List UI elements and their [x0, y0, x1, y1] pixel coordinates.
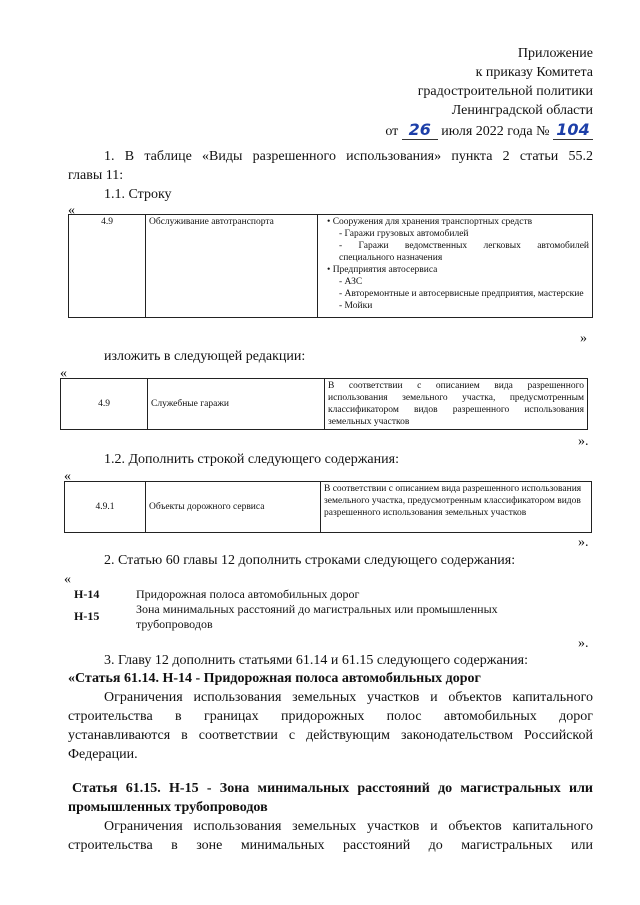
header-line: к приказу Комитета [475, 65, 593, 80]
date-rest: июля 2022 года № [441, 124, 550, 139]
item-1-line2: главы 11: [68, 168, 124, 183]
quote-close: ». [578, 636, 589, 651]
handwritten-order-number: 104 [553, 120, 593, 140]
item-1-2: 1.2. Дополнить строкой следующего содержания: [104, 452, 399, 467]
zone-code: Н-14 [74, 587, 100, 601]
name-cell: Обслуживание автотранспорта [146, 215, 318, 318]
header-line: Приложение [517, 46, 593, 61]
code-cell: 4.9.1 [65, 482, 146, 533]
article-text-line: Ограничения использования земельных участков и объектов капитального [104, 819, 593, 834]
date-prefix: от [385, 124, 399, 139]
table-added-row [64, 481, 592, 533]
zone-name: Придорожная полоса автомобильных дорог [136, 587, 360, 601]
zone-code: Н-15 [74, 609, 100, 623]
handwritten-day: 26 [402, 120, 438, 140]
replace-text: изложить в следующей редакции: [104, 349, 306, 364]
article-text-line: устанавливаются в соответствии с действующим законодательством Российской [68, 728, 593, 743]
attachment-header [385, 44, 593, 141]
code-cell: 4.9 [61, 379, 148, 430]
article-61-14-title: «Статья 61.14. Н-14 - Придорожная полоса автомобильных дорог [68, 671, 481, 686]
article-text-line: строительства в границах придорожных полос автомобильных дорог [68, 709, 593, 724]
list-item: - Авторемонтные и автосервисные предприятия, мастерские [339, 289, 584, 299]
table-old-row [68, 214, 593, 318]
quote-open: « [64, 469, 71, 484]
header-line: Ленинградской области [451, 103, 593, 118]
list-item: - Гаражи ведомственных легковых автомобилей специального назначения [339, 241, 589, 263]
article-61-15-title-cont: промышленных трубопроводов [68, 800, 268, 815]
zone-name: Зона минимальных расстояний до магистральных или промышленных трубопроводов [136, 602, 498, 631]
quote-open: « [60, 366, 67, 381]
table-new-row [60, 378, 588, 430]
item-3: 3. Главу 12 дополнить статьями 61.14 и 61.15 следующего содержания: [104, 653, 528, 668]
list-item: • Предприятия автосервиса [327, 265, 438, 275]
code-cell: 4.9 [69, 215, 146, 318]
item-1-line1: 1. В таблице «Виды разрешенного использования» пункта 2 статьи 55.2 [104, 149, 593, 164]
article-61-15-title: Статья 61.15. Н-15 - Зона минимальных расстояний до магистральных или [72, 781, 593, 796]
quote-close: ». [578, 535, 589, 550]
quote-close: ». [578, 434, 589, 449]
list-item: - Гаражи грузовых автомобилей [339, 229, 469, 239]
quote-open: « [64, 572, 71, 587]
desc-cell [318, 215, 593, 318]
item-1-1: 1.1. Строку [104, 187, 172, 202]
article-text-line: строительства в зоне минимальных расстояний до магистральных или [68, 838, 593, 853]
desc-cell: В соответствии с описанием вида разрешенного использования земельного участка, предусмотренным классификатором видов разрешенного использования земельных участков [325, 379, 588, 430]
header-line: градостроительной политики [417, 84, 593, 99]
name-cell: Служебные гаражи [148, 379, 325, 430]
desc-cell: В соответствии с описанием вида разрешенного использования земельного участка, предусмотренным классификатором видов разрешенного использования земельных участков [321, 482, 592, 533]
article-text-line: Ограничения использования земельных участков и объектов капитального [104, 690, 593, 705]
name-cell: Объекты дорожного сервиса [146, 482, 321, 533]
header-date-line [385, 120, 593, 141]
quote-close: » [580, 331, 587, 346]
quote-open: « [68, 203, 75, 218]
list-item: • Сооружения для хранения транспортных средств [327, 217, 533, 227]
list-item: - АЗС [339, 277, 363, 287]
list-item: - Мойки [339, 301, 373, 311]
item-2: 2. Статью 60 главы 12 дополнить строками следующего содержания: [104, 553, 516, 568]
article-text-line: Федерации. [68, 747, 138, 762]
